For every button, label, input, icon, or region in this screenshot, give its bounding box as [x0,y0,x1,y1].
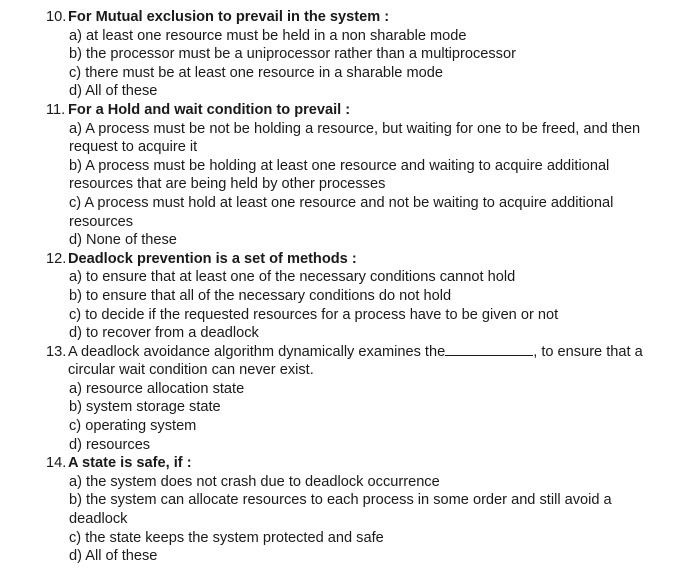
option-d: d) to recover from a deadlock [69,325,259,342]
option-c: c) to decide if the requested resources for a process have to be given or not [69,306,559,323]
question-text: For a Hold and wait condition to prevail : [68,101,351,118]
option-b: b) the system can allocate resources to each process in some order and still avoid a deadlock [69,492,612,528]
question-13 [0,343,700,455]
question-text: A state is safe, if : [68,455,192,472]
option-a: a) to ensure that at least one of the necessary conditions cannot hold [69,269,516,286]
question-text: For Mutual exclusion to prevail in the system : [68,9,390,25]
option-b: b) A process must be holding at least one resource and waiting to acquire additional resources that are being held by other processes [69,157,610,193]
question-text-before: A deadlock avoidance algorithm dynamically examines the [68,343,446,360]
option-a: a) at least one resource must be held in a non sharable mode [69,27,467,44]
question-number: 14. [46,455,67,472]
question-10 [0,8,700,101]
option-d: d) All of these [69,548,158,565]
question-14 [0,454,700,566]
option-b: b) system storage state [69,399,221,416]
option-b: b) to ensure that all of the necessary conditions do not hold [69,287,452,304]
question-text-after: , to ensure that a circular wait condition can never exist. [68,343,643,379]
option-d: d) None of these [69,232,177,249]
option-a: a) the system does not crash due to deadlock occurrence [69,473,440,490]
question-12 [0,250,700,343]
fill-in-blank [445,343,533,356]
option-c: c) there must be at least one resource in a sharable mode [69,64,443,81]
option-d: d) resources [69,436,151,453]
option-b: b) the processor must be a uniprocessor rather than a multiprocessor [69,46,516,63]
question-number: 12. [46,250,67,267]
option-a: a) resource allocation state [69,380,245,397]
option-d: d) All of these [69,83,158,100]
option-c: c) the state keeps the system protected and safe [69,529,384,546]
question-number: 13. [46,343,67,360]
question-number: 10. [46,9,67,25]
option-a: a) A process must be not be holding a resource, but waiting for one to be freed, and then request to acquire it [69,120,641,156]
question-text: Deadlock prevention is a set of methods : [68,250,357,267]
question-text [68,343,670,380]
option-c: c) operating system [69,418,197,435]
question-11 [0,101,700,250]
question-number: 11. [46,101,66,118]
option-c: c) A process must hold at least one resource and not be waiting to acquire additional resources [69,194,614,230]
